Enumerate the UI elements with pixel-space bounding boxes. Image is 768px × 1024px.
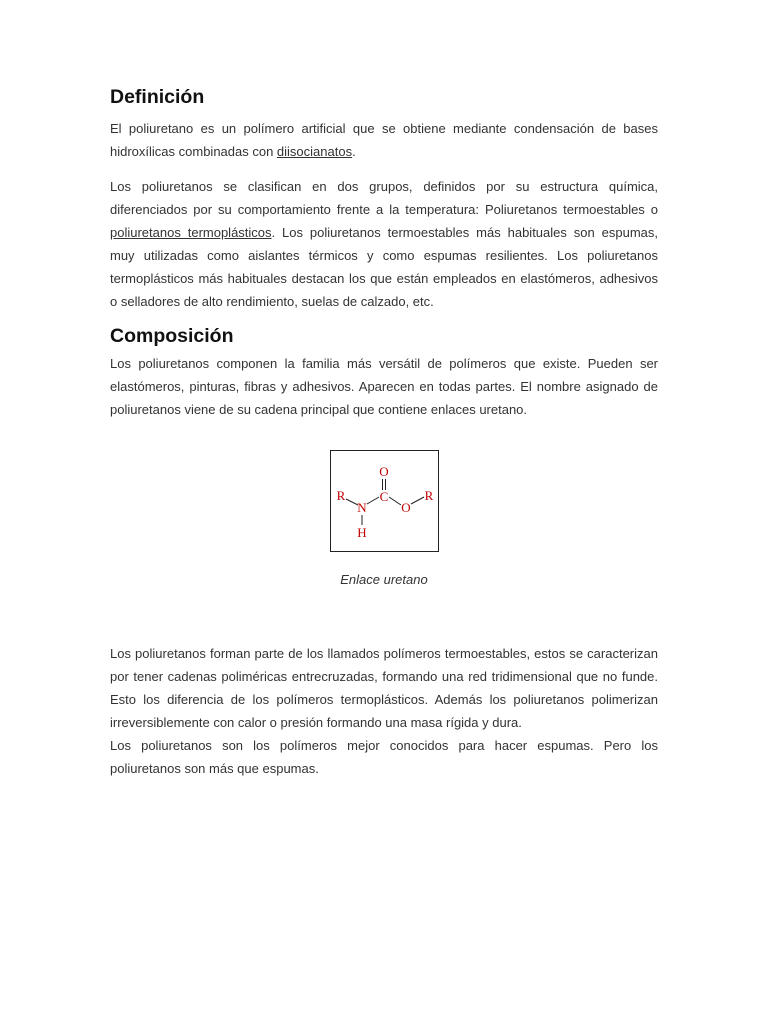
bond-n-c [367,497,379,504]
composicion-paragraph-2: Los poliuretanos forman parte de los llamados polímeros termoestables, estos se caracterizan por tener cadenas poliméricas entrecruzadas, formando una red tridimensional que no funde. Esto los diferencia de los polímeros termoplásticos. Además los poliuretanos polimerizan irreversiblemente con calor o presión formando una masa rígida y dura. [110,646,658,730]
termoplasticos-link[interactable]: poliuretanos termoplásticos [110,225,272,240]
composicion-heading: Composición [110,325,234,347]
bond-o-r [411,497,424,504]
definicion-paragraph-1 [110,117,658,163]
composicion-paragraph-3: Los poliuretanos son los polímeros mejor conocidos para hacer espumas. Pero los poliuretanos son más que espumas. [110,738,658,776]
atom-c: C [379,489,389,504]
bond-c-o [389,497,401,505]
atom-o-mid: O [401,500,411,515]
atom-r-right: R [424,488,434,503]
definicion-p2-text-a: Los poliuretanos se clasifican en dos grupos, definidos por su estructura química, diferenciados por su comportamiento frente a la temperatura: Poliuretanos termoestables o [110,179,658,217]
definicion-p1-text-b: . [352,144,356,159]
atom-o-top: O [379,464,389,479]
figure-caption: Enlace uretano [340,572,428,587]
document-content [110,84,658,780]
atom-h: H [357,525,367,540]
atom-r-left: R [336,488,346,503]
definicion-p1-text-a: El poliuretano es un polímero artificial que se obtiene mediante condensación de bases hidroxílicas combinadas con [110,121,658,159]
definicion-p2-text-b: . Los poliuretanos termoestables más habituales son espumas, muy utilizadas como aislantes térmicos y como espumas resilientes. Los poliuretanos termoplásticos más habituales destacan los que están empleados en elastómeros, adhesivos o selladores de alto rendimiento, suelas de calzado, etc. [110,225,658,309]
diisocianatos-link[interactable]: diisocianatos [276,144,353,159]
urethane-structure-diagram [330,450,439,552]
atom-n: N [357,500,367,515]
definicion-paragraph-2 [110,175,658,313]
urethane-structure-svg [331,451,438,551]
bond-r-n [346,499,358,505]
definicion-heading: Definición [110,86,205,108]
urethane-figure [110,450,658,642]
composicion-paragraph-1: Los poliuretanos componen la familia más versátil de polímeros que existe. Pueden ser elastómeros, pinturas, fibras y adhesivos. Aparecen en todas partes. El nombre asignado de poliuretanos viene de su cadena principal que contiene enlaces uretano. [110,356,658,417]
